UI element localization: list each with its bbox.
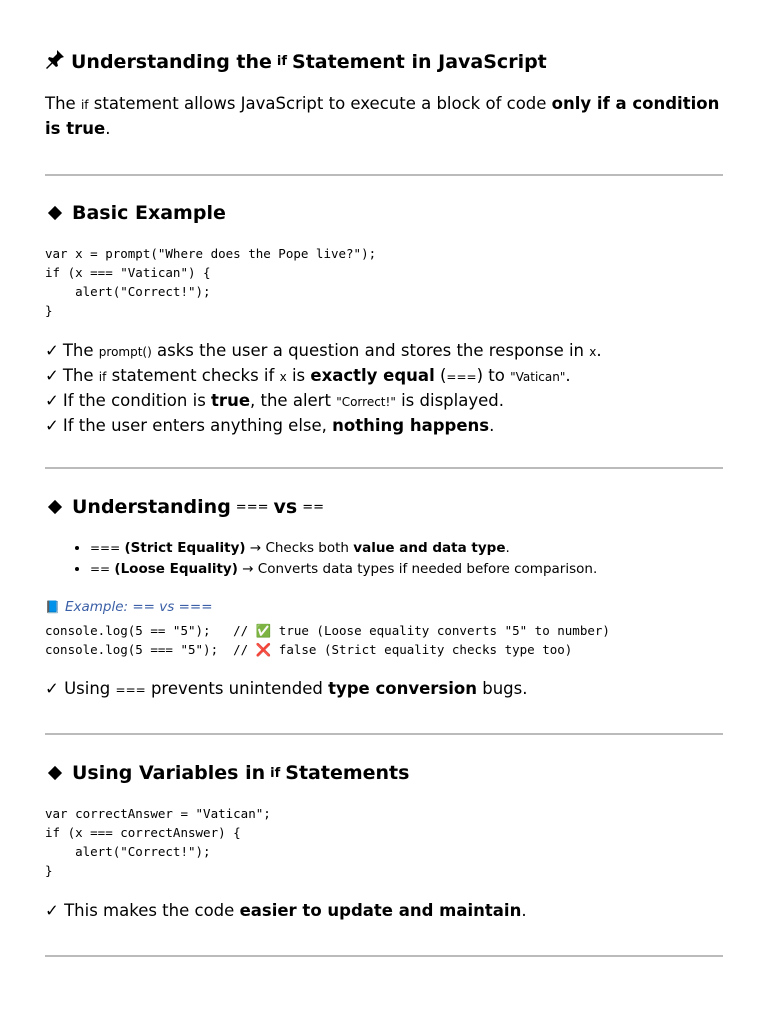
diamond-bullet-icon <box>48 500 62 514</box>
check-text: . <box>489 416 495 435</box>
check-bold: exactly equal <box>310 366 435 385</box>
inline-code: "Vatican" <box>510 370 566 384</box>
heading-code: === <box>235 499 269 515</box>
intro-post: . <box>105 119 111 138</box>
note-text: This makes the code <box>64 901 235 920</box>
inline-code: x <box>589 345 597 359</box>
inline-code: === <box>446 370 477 384</box>
variables-note <box>45 899 723 923</box>
title-text-pre: Understanding the <box>71 50 272 73</box>
note-bold: type conversion <box>328 679 477 698</box>
note-text: Using <box>64 679 111 698</box>
bullet-text: → Checks both <box>249 540 349 556</box>
list-item <box>45 389 723 414</box>
note-bold: easier to update and maintain <box>239 901 522 920</box>
list-item <box>90 559 723 580</box>
example-title-text: Example: == vs === <box>64 599 213 615</box>
list-item <box>45 414 723 438</box>
check-icon: ✓ <box>45 341 59 360</box>
example-code-line-2: console.log(5 === "5"); // ❌ false (Strict equality checks type too) <box>45 642 573 657</box>
divider <box>45 467 723 469</box>
equality-note <box>45 677 723 702</box>
variables-heading <box>45 762 723 784</box>
bullet-bold: (Loose Equality) <box>114 561 238 577</box>
check-icon: ✓ <box>45 416 59 435</box>
check-icon: ✓ <box>45 391 59 410</box>
pushpin-icon <box>45 49 65 74</box>
check-text: is displayed. <box>401 391 504 410</box>
check-bold: nothing happens <box>332 416 490 435</box>
basic-check-list <box>45 339 723 438</box>
diamond-bullet-icon <box>48 766 62 780</box>
divider <box>45 955 723 957</box>
check-icon: ✓ <box>45 901 59 920</box>
bullet-text: → Converts data types if needed before comparison. <box>242 561 598 577</box>
intro-pre: The <box>45 94 76 113</box>
note-text: . <box>521 901 527 920</box>
intro-code: if <box>80 98 89 112</box>
intro-mid: statement allows JavaScript to execute a block of code <box>93 94 547 113</box>
check-text: statement checks if <box>111 366 275 385</box>
divider <box>45 174 723 176</box>
inline-code: "Correct!" <box>336 395 396 409</box>
diamond-bullet-icon <box>48 206 62 220</box>
check-text: . <box>565 366 571 385</box>
list-item <box>90 538 723 559</box>
intro-paragraph <box>45 92 723 141</box>
basic-example-heading <box>45 202 723 224</box>
basic-code-block: var x = prompt("Where does the Pope live?"); if (x === "Vatican") { alert("Correct!"); } <box>45 246 377 318</box>
inline-code: === <box>115 683 146 697</box>
check-text: If the condition is <box>62 391 206 410</box>
equality-heading <box>45 496 723 518</box>
equality-bullet-list <box>45 538 723 580</box>
equality-heading-vs: vs <box>273 496 298 518</box>
check-text: . <box>596 341 602 360</box>
note-text: prevents unintended <box>150 679 323 698</box>
example-code-line-1: console.log(5 == "5"); // ✅ true (Loose equality converts "5" to number) <box>45 623 610 638</box>
check-text: ( <box>439 366 447 385</box>
check-text: ) to <box>476 366 505 385</box>
divider <box>45 733 723 735</box>
note-text: bugs. <box>482 679 528 698</box>
variables-code-block: var correctAnswer = "Vatican"; if (x === correctAnswer) { alert("Correct!"); } <box>45 806 271 878</box>
page-title <box>45 49 723 74</box>
check-text: , the alert <box>250 391 331 410</box>
equality-heading-text: Understanding <box>72 496 231 518</box>
heading-code: if <box>270 765 281 781</box>
basic-heading-text: Basic Example <box>72 202 226 224</box>
check-text: If the user enters anything else, <box>62 416 327 435</box>
check-text: asks the user a question and stores the response in <box>157 341 585 360</box>
example-title <box>45 599 723 615</box>
check-text: The <box>62 366 94 385</box>
inline-code: if <box>98 370 107 384</box>
bullet-bold: value and data type <box>353 540 506 556</box>
check-text: The <box>62 341 94 360</box>
inline-code: == <box>90 562 111 576</box>
inline-code: x <box>279 370 287 384</box>
check-text: is <box>291 366 306 385</box>
intro-bold: only if a condition is true <box>45 94 720 138</box>
variables-heading-text-post: Statements <box>285 762 410 784</box>
list-item <box>45 339 723 364</box>
check-icon: ✓ <box>45 679 59 698</box>
variables-heading-text: Using Variables in <box>72 762 266 784</box>
list-item <box>45 364 723 389</box>
check-bold: true <box>211 391 251 410</box>
title-text-post: Statement in JavaScript <box>292 50 547 73</box>
bullet-bold: (Strict Equality) <box>124 540 246 556</box>
title-code: if <box>276 54 288 69</box>
book-icon: 📘 <box>45 600 60 614</box>
bullet-text: . <box>505 540 510 556</box>
check-icon: ✓ <box>45 366 59 385</box>
inline-code: prompt() <box>98 345 152 359</box>
heading-code: == <box>302 499 324 515</box>
inline-code: === <box>90 541 121 555</box>
